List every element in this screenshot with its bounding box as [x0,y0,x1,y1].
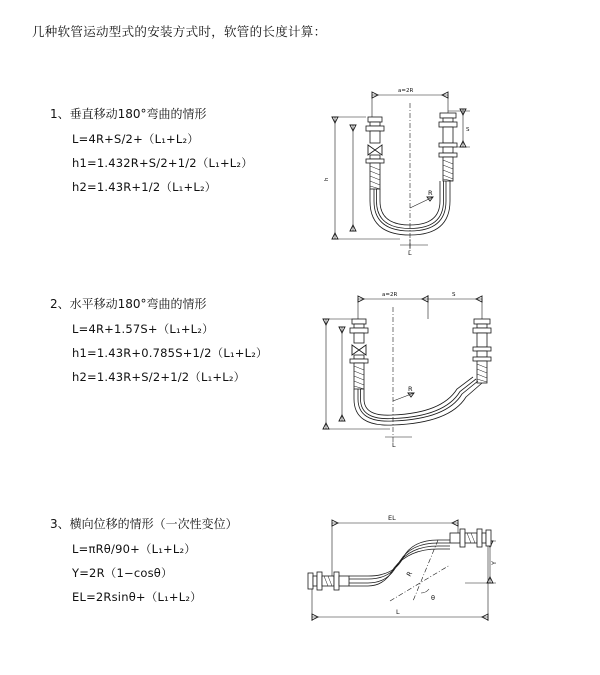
svg-text:EL: EL [388,514,396,522]
section-3-formula-3: EL=2Rsinθ+（L₁+L₂） [72,590,202,604]
figure-vertical-180 [300,73,520,273]
svg-text:S: S [466,127,470,133]
svg-text:L: L [392,441,396,449]
svg-text:a=2R: a=2R [398,88,414,94]
section-3-heading: 3、横向位移的情形（一次性变位） [50,517,238,531]
section-1-text [50,105,300,203]
figure-horizontal-180 [300,277,520,467]
svg-text:L: L [396,608,400,616]
svg-text:S: S [452,292,456,298]
section-2-heading: 2、水平移动180°弯曲的情形 [50,297,207,311]
svg-text:h: h [324,177,330,181]
section-2-formula-3: h2=1.43R+S/2+1/2（L₁+L₂） [72,370,246,384]
section-1-heading: 1、垂直移动180°弯曲的情形 [50,107,207,121]
svg-text:Y: Y [490,561,498,565]
svg-text:R: R [428,189,433,197]
svg-text:θ: θ [431,594,435,602]
figure-lateral-offset [290,505,520,635]
section-2-formula-2: h1=1.43R+0.785S+1/2（L₁+L₂） [72,346,268,360]
section-1-formula-2: h1=1.432R+S/2+1/2（L₁+L₂） [72,156,253,170]
section-1-formula-1: L=4R+S/2+（L₁+L₂） [72,132,199,146]
svg-text:R: R [404,569,415,579]
section-3-text [50,515,300,613]
section-2-formula-1: L=4R+1.57S+（L₁+L₂） [72,322,214,336]
section-3-formula-2: Y=2R（1−cosθ） [72,566,173,580]
section-1-formula-3: h2=1.43R+1/2（L₁+L₂） [72,180,217,194]
section-3-formula-1: L=πRθ/90+（L₁+L₂） [72,542,197,556]
svg-text:R: R [408,385,413,393]
section-2-text [50,295,300,393]
intro-text: 几种软管运动型式的安装方式时，软管的长度计算： [32,24,327,39]
svg-text:L: L [408,249,412,257]
svg-text:a=2R: a=2R [382,292,398,298]
